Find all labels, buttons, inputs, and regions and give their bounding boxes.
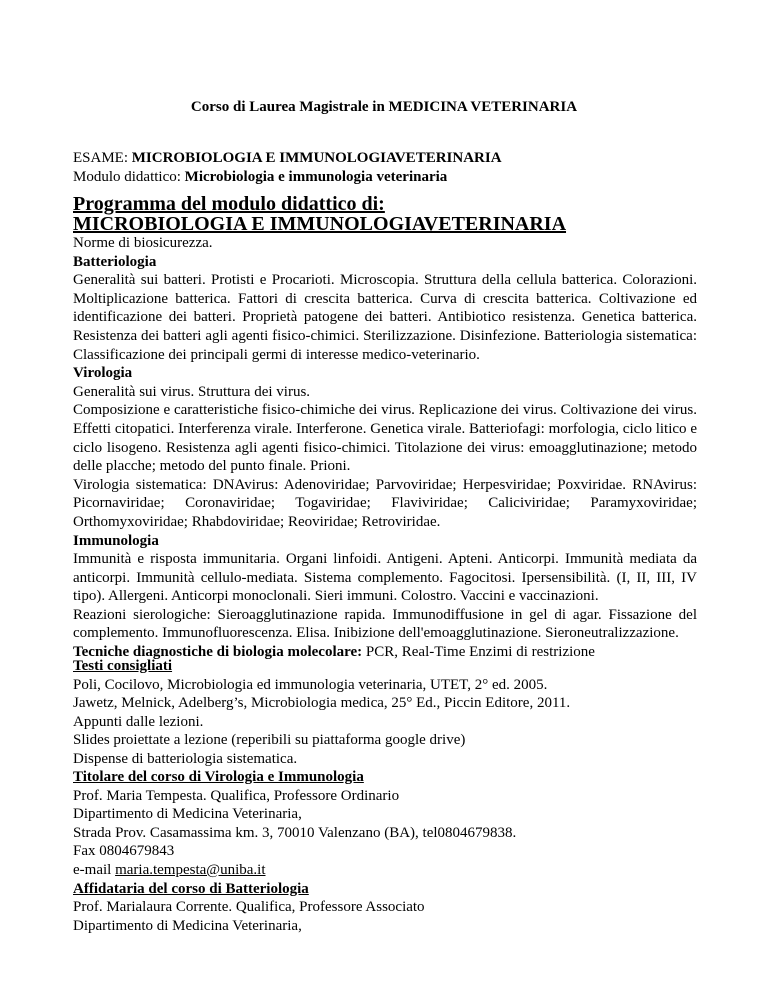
email-link[interactable]: maria.tempesta@uniba.it [115,861,266,878]
course-header: Corso di Laurea Magistrale in MEDICINA VETERINARIA [190,99,578,115]
reference-item: Dispense di batteriologia sistematica. [73,750,298,767]
immunology-text-1: Immunità e risposta immunitaria. Organi linfoidi. Antigeni. Apteni. Anticorpi. Immunità mediata da anticorpi. Immunità cellulo-mediata. Sistema complemento. Fagocitosi. Ipersensibilità. (I, II, III, IV tipo). Allergeni. Anticorpi monoclonali. Sieri immuni. Colostro. Vaccini e vaccinazioni. [73,551,697,605]
references-heading: Testi consigliati [73,658,173,674]
exam-label: ESAME: [73,150,132,166]
reference-item: Jawetz, Melnick, Adelberg’s, Microbiologia medica, 25° Ed., Piccin Editore, 2011. [73,695,571,712]
affidataria-heading: Affidataria del corso di Batteriologia [73,880,309,897]
bacteriology-heading: Batteriologia [73,253,157,270]
titolare-email-line [73,861,697,880]
immunology-heading: Immunologia [73,532,159,549]
module-name: Microbiologia e immunologia veterinaria [184,168,448,185]
program-body [73,234,697,662]
virology-heading: Virologia [73,365,133,382]
exam-name: MICROBIOLOGIA E IMMUNOLOGIAVETERINARIA [131,150,502,166]
exam-line [73,149,697,168]
titolare-fax: Fax 0804679843 [73,843,175,860]
program-title [73,194,713,234]
biosafety-intro: Norme di biosicurezza. [73,235,213,251]
reference-item: Slides proiettate a lezione (reperibili su piattaforma google drive) [73,732,466,749]
instructors-section [73,768,697,935]
exam-info [73,149,697,186]
titolare-heading: Titolare del corso di Virologia e Immunologia [73,769,364,785]
titolare-address: Strada Prov. Casamassima km. 3, 70010 Valenzano (BA), tel0804679838. [73,824,517,841]
program-title-line2: MICROBIOLOGIA E IMMUNOLOGIAVETERINARIA [73,213,567,235]
immunology-text-2: Reazioni sierologiche: Sieroagglutinazione rapida. Immunodiffusione in gel di agar. Fissazione del complemento. Immunofluorescenza. Elisa. Inibizione dell'emoagglutinazione. Sieroneutralizzazione. [73,606,697,642]
titolare-department: Dipartimento di Medicina Veterinaria, [73,806,302,823]
reference-item: Appunti dalle lezioni. [73,713,204,730]
virology-text-2: Composizione e caratteristiche fisico-chimiche dei virus. Replicazione dei virus. Coltivazione dei virus. Effetti citopatici. Interferenza virale. Interferone. Genetica virale. Batteriofagi: morfologia, ciclo litico e ciclo lisogeno. Resistenza agli agenti fisico-chimici. Titolazione dei virus: emoagglutinazione; metodo delle placche; metodo del punto finale. Prioni. [73,402,697,475]
affidataria-department: Dipartimento di Medicina Veterinaria, [73,917,302,934]
module-line [73,168,697,187]
virology-text-1: Generalità sui virus. Struttura dei virus. [73,383,311,400]
module-label: Modulo didattico: [73,168,185,185]
affidataria-name: Prof. Marialaura Corrente. Qualifica, Professore Associato [73,899,425,916]
virology-text-3: Virologia sistematica: DNAvirus: Adenoviridae; Parvoviridae; Herpesviridae; Poxviridae. RNAvirus: Picornaviridae; Coronaviridae; Togaviridae; Flaviviridae; Caliciviridae; Paramyxoviridae; Orthomyxoviridae; Rhabdoviridae; Reoviridae; Retroviridae. [73,476,697,530]
email-label: e-mail [73,861,116,878]
references-section [73,657,697,769]
titolare-name: Prof. Maria Tempesta. Qualifica, Professore Ordinario [73,787,400,804]
program-title-line1: Programma del modulo didattico di: [73,193,385,215]
techniques-text: PCR, Real-Time Enzimi di restrizione [362,644,595,661]
reference-item: Poli, Cocilovo, Microbiologia ed immunologia veterinaria, UTET, 2° ed. 2005. [73,676,548,693]
techniques-label: Tecniche diagnostiche di biologia molecolare: [73,644,363,661]
bacteriology-text: Generalità sui batteri. Protisti e Procarioti. Microscopia. Struttura della cellula batterica. Colorazioni. Moltiplicazione batterica. Fattori di crescita batterica. Curva di crescita batterica. Coltivazione ed identificazione dei batteri. Proprietà patogene dei batteri. Antibiotico resistenza. Genetica batterica. Resistenza dei batteri agli agenti fisico-chimici. Sterilizzazione. Disinfezione. Batteriologia sistematica: Classificazione dei principali germi di interesse medico-veterinario. [73,272,697,363]
